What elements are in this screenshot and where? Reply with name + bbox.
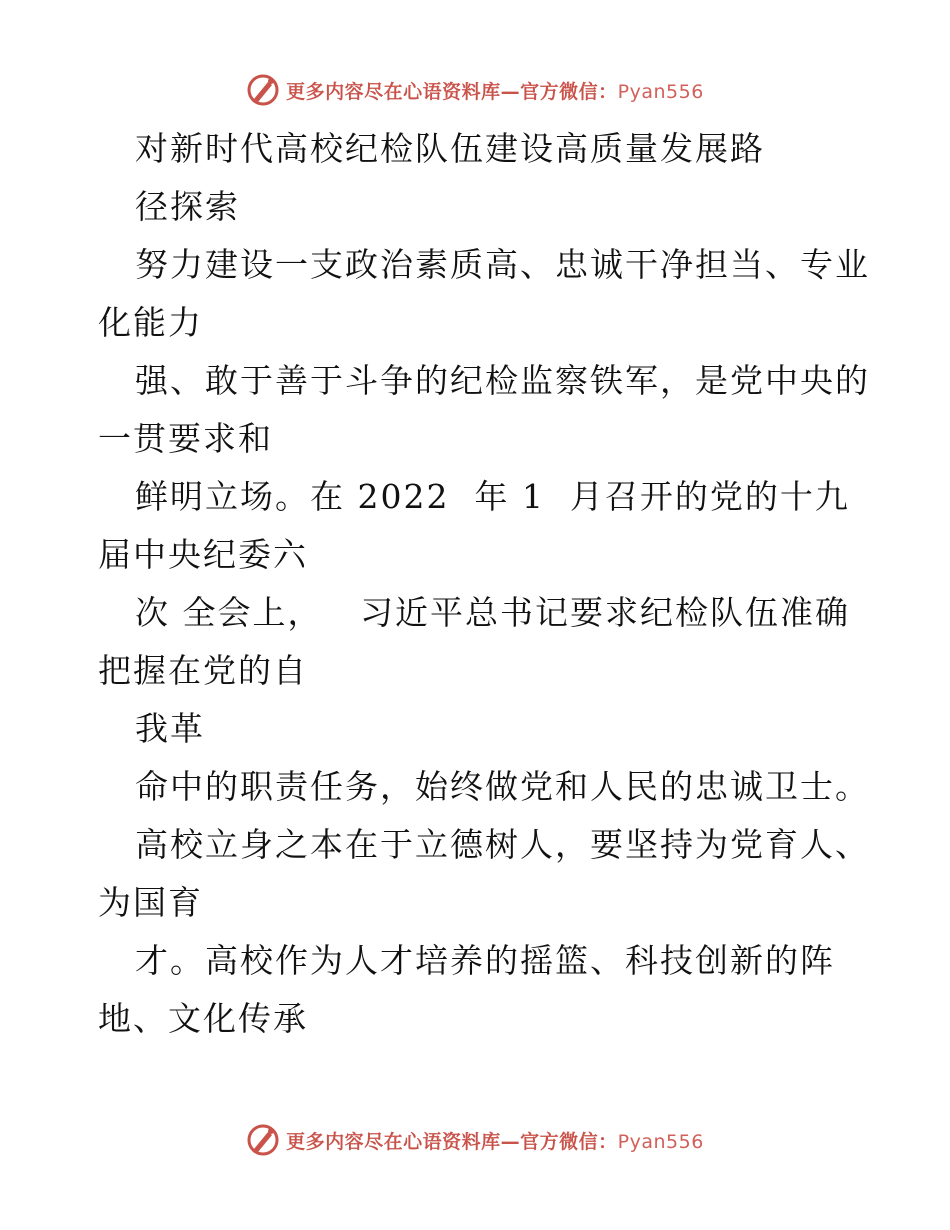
- text-line: 为国育: [98, 883, 203, 922]
- text-line: 次 全会上， 习近平总书记要求纪检队伍准确: [135, 593, 850, 632]
- text-line: 地、文化传承: [98, 999, 308, 1038]
- text-line: 化能力: [98, 303, 203, 342]
- header-banner: [0, 70, 950, 110]
- text-line: 对新时代高校纪检队伍建设高质量发展路: [135, 129, 765, 168]
- text-line: 一贯要求和: [98, 419, 273, 458]
- banner-text: 更多内容尽在心语资料库—官方微信：Pyan556: [286, 80, 704, 103]
- banner-handle: Pyan556: [617, 80, 704, 103]
- pen-logo-icon: [246, 73, 280, 107]
- text-line: 才。高校作为人才培养的摇篮、科技创新的阵: [135, 941, 835, 980]
- banner-text: 更多内容尽在心语资料库—官方微信：Pyan556: [286, 1130, 704, 1153]
- text-line: 鲜明立场。在 2022 年 1 月召开的党的十九: [135, 477, 850, 516]
- banner-handle: Pyan556: [617, 1130, 704, 1153]
- text-line: 我革: [135, 709, 205, 748]
- text-line: 命中的职责任务，始终做党和人民的忠诚卫士。: [135, 767, 870, 806]
- text-line: 高校立身之本在于立德树人，要坚持为党育人、: [135, 825, 870, 864]
- text-line: 强、敢于善于斗争的纪检监察铁军，是党中央的: [135, 361, 870, 400]
- text-line: 努力建设一支政治素质高、忠诚干净担当、专业: [135, 245, 870, 284]
- text-line: 届中央纪委六: [98, 535, 308, 574]
- document-body: [98, 120, 870, 1048]
- text-line: 径探索: [135, 187, 240, 226]
- text-line: 把握在党的自: [98, 651, 308, 690]
- pen-logo-icon: [246, 1123, 280, 1157]
- footer-banner: [0, 1120, 950, 1160]
